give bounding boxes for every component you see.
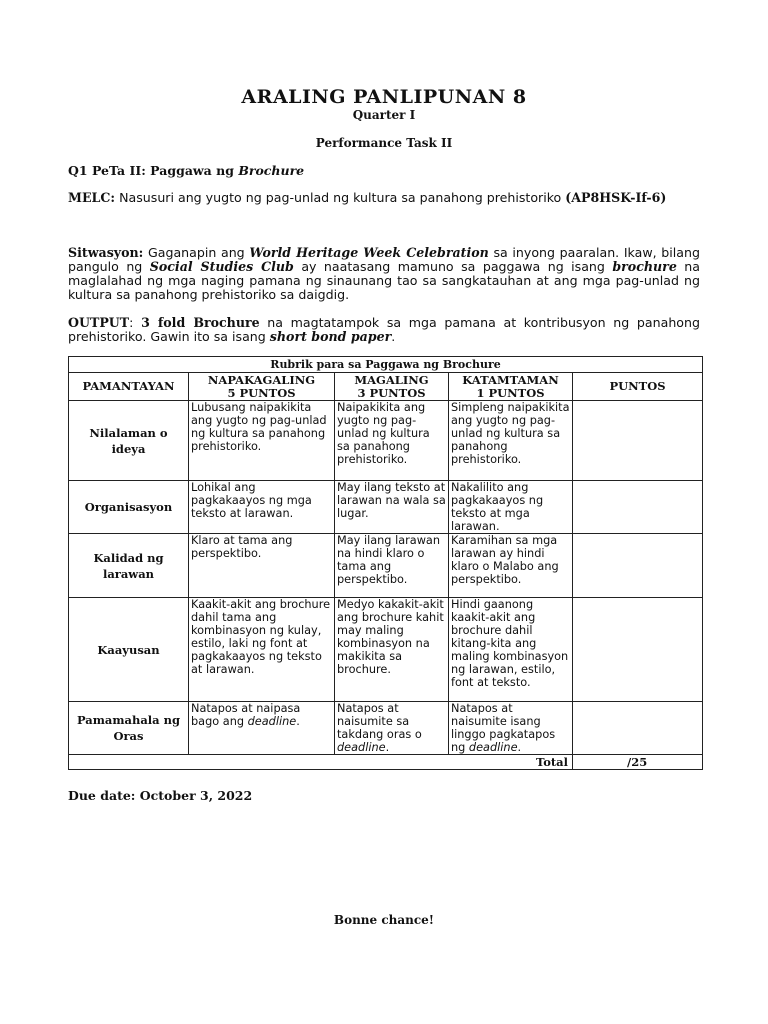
header-criteria: PAMANTAYAN	[69, 373, 189, 401]
cell-level-3: Hindi gaanong kaakit-akit ang brochure dahil kitang-kita ang maling kombinasyon ng larawan, estilo, font at teksto.	[449, 598, 573, 702]
task-heading	[68, 163, 304, 178]
sitwasyon-event: World Heritage Week Celebration	[249, 245, 489, 260]
table-row	[69, 702, 703, 755]
cell-level-3	[449, 702, 573, 755]
output-paper: short bond paper	[269, 329, 392, 344]
task-heading-text: Q1 PeTa II: Paggawa ng	[68, 163, 239, 178]
header-points: PUNTOS	[573, 373, 703, 401]
output-end: .	[391, 329, 396, 344]
cell-end: .	[296, 715, 300, 728]
closing-message: Bonne chance!	[333, 913, 435, 927]
rubric-table	[68, 356, 703, 770]
due-date: Due date: October 3, 2022	[68, 788, 253, 803]
sitwasyon-club: Social Studies Club	[149, 259, 294, 274]
sitwasyon-text-4: na maglalahad ng mga naging pamana ng sinaunang tao sa sangkatauhan at ang mga pag-unlad ng kultura sa panahong prehistoriko sa daigdig.	[68, 259, 700, 302]
cell-end: .	[385, 741, 390, 754]
cell-level-2	[335, 702, 449, 755]
sitwasyon-text-2: sa inyong paaralan. Ikaw, bilang pangulo ng	[68, 245, 700, 274]
criterion-kaayusan: Kaayusan	[69, 598, 189, 702]
cell-points	[573, 702, 703, 755]
cell-level-2: Medyo kakakit-akit ang brochure kahit may maling kombinasyon na makikita sa brochure.	[335, 598, 449, 702]
output-label: OUTPUT	[68, 315, 130, 330]
table-row	[69, 401, 703, 481]
table-row	[69, 534, 703, 598]
total-row	[69, 755, 703, 770]
melc-text: Nasusuri ang yugto ng pag-unlad ng kultura sa panahong prehistoriko	[115, 190, 566, 205]
header-level-2-points: 3 PUNTOS	[357, 385, 426, 400]
cell-level-3: Karamihan sa mga larawan ay hindi klaro o Malabo ang perspektibo.	[449, 534, 573, 598]
cell-level-1: Kaakit-akit ang brochure dahil tama ang kombinasyon ng kulay, estilo, laki ng font at pagkakaayos ng teksto at larawan.	[189, 598, 335, 702]
cell-points	[573, 401, 703, 481]
cell-points	[573, 481, 703, 534]
criterion-nilalaman: Nilalaman o ideya	[69, 401, 189, 481]
output-colon: :	[129, 315, 142, 330]
criterion-organisasyon: Organisasyon	[69, 481, 189, 534]
cell-text: Natapos at naipasa bago ang	[191, 702, 301, 728]
rubric-caption: Rubrik para sa Paggawa ng Brochure	[69, 357, 703, 373]
table-row	[69, 598, 703, 702]
sitwasyon-label: Sitwasyon:	[68, 245, 144, 260]
cell-level-1: Lohikal ang pagkakaayos ng mga teksto at larawan.	[189, 481, 335, 534]
cell-level-1: Klaro at tama ang perspektibo.	[189, 534, 335, 598]
header-level-3-points: 1 PUNTOS	[476, 385, 545, 400]
cell-deadline: deadline	[468, 741, 518, 754]
criterion-kalidad: Kalidad ng larawan	[69, 534, 189, 598]
melc-paragraph	[68, 191, 700, 205]
sitwasyon-text-3: ay naatasang mamuno sa paggawa ng isang	[293, 259, 613, 274]
cell-level-3: Nakalilito ang pagkakaayos ng teksto at mga larawan.	[449, 481, 573, 534]
cell-text: Natapos at naisumite sa takdang oras o	[337, 702, 422, 741]
cell-level-2: May ilang larawan na hindi klaro o tama ang perspektibo.	[335, 534, 449, 598]
melc-code: (AP8HSK-If-6)	[565, 190, 667, 205]
total-score: /25	[573, 755, 703, 770]
cell-deadline: deadline	[247, 715, 297, 728]
total-label: Total	[69, 755, 573, 770]
cell-level-2: May ilang teksto at larawan na wala sa lugar.	[335, 481, 449, 534]
rubric-caption-row	[69, 357, 703, 373]
header-level-2	[335, 373, 449, 401]
header-level-2-name: MAGALING	[354, 372, 429, 387]
document-title: ARALING PANLIPUNAN 8	[241, 86, 527, 108]
header-level-1-points: 5 PUNTOS	[227, 385, 296, 400]
sitwasyon-brochure: brochure	[612, 259, 677, 274]
melc-label: MELC:	[68, 190, 116, 205]
cell-points	[573, 534, 703, 598]
header-level-1-name: NAPAKAGALING	[207, 372, 316, 387]
cell-points	[573, 598, 703, 702]
cell-text: Natapos at naisumite isang linggo pagkatapos ng	[451, 702, 556, 754]
cell-level-1: Lubusang naipakikita ang yugto ng pag-unlad ng kultura sa panahong prehistoriko.	[189, 401, 335, 481]
header-level-1	[189, 373, 335, 401]
header-level-3-name: KATAMTAMAN	[462, 372, 559, 387]
cell-level-2: Naipakikita ang yugto ng pag-unlad ng kultura sa panahong prehistoriko.	[335, 401, 449, 481]
cell-deadline: deadline	[337, 741, 386, 754]
rubric-header-row	[69, 373, 703, 401]
output-text: na magtatampok sa mga pamana at kontribusyon ng panahong prehistoriko. Gawin ito sa isang	[68, 315, 700, 344]
quarter-label: Quarter I	[352, 108, 416, 122]
table-row	[69, 481, 703, 534]
cell-end: .	[517, 741, 522, 754]
sitwasyon-paragraph	[68, 246, 700, 302]
cell-level-1	[189, 702, 335, 755]
sitwasyon-text-1: Gaganapin ang	[143, 245, 250, 260]
criterion-pamamahala: Pamamahala ng Oras	[69, 702, 189, 755]
task-heading-italic: Brochure	[238, 163, 305, 178]
output-paragraph	[68, 316, 700, 344]
cell-level-3: Simpleng naipakikita ang yugto ng pag-unlad ng kultura sa panahong prehistoriko.	[449, 401, 573, 481]
header-level-3	[449, 373, 573, 401]
output-format: 3 fold Brochure	[141, 315, 260, 330]
performance-task-label: Performance Task II	[315, 136, 453, 150]
